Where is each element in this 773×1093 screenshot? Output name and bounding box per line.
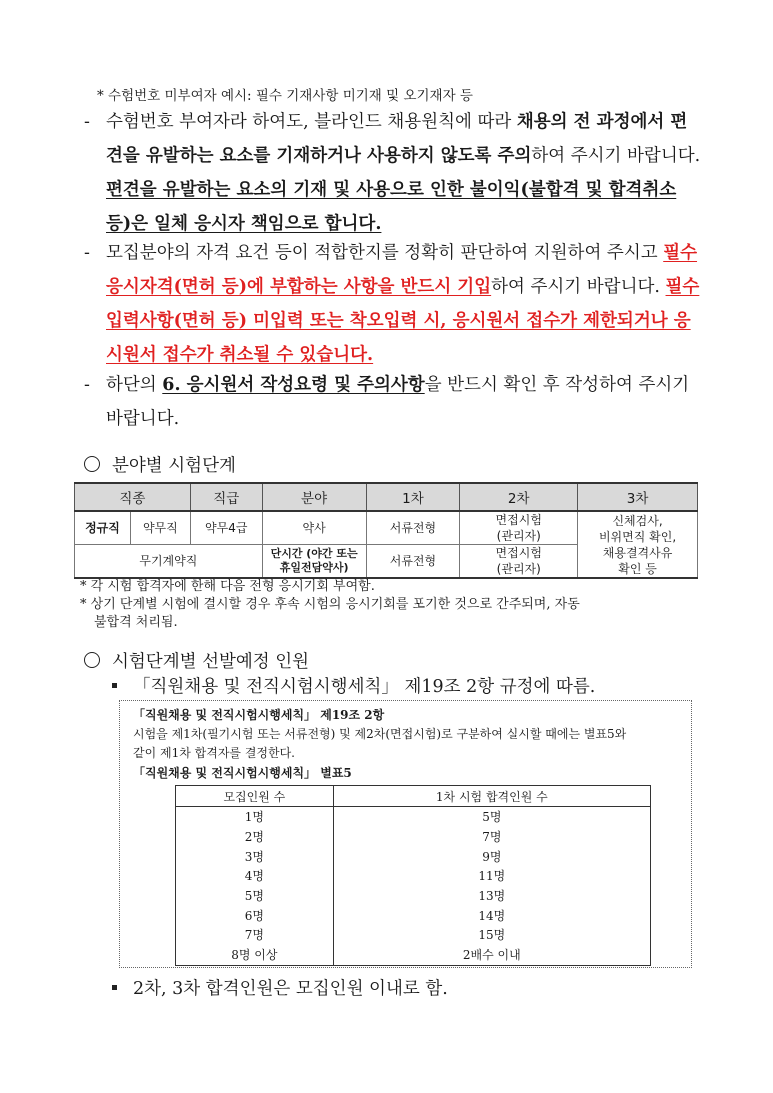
table-cell: 3명: [176, 846, 334, 866]
header-cell: 1차 시험 합격인원 수: [333, 786, 650, 807]
table-cell: 약사: [262, 511, 366, 545]
dash-marker: -: [84, 375, 90, 395]
note-top: * 수험번호 미부여자 예시: 필수 기재사항 미기재 및 오기재자 등: [97, 88, 473, 104]
table-cell: 면접시험 (관리자): [460, 545, 578, 579]
table-cell: 단시간 (야간 또는 휴일전담약사): [262, 545, 366, 579]
table-cell: 서류전형: [366, 511, 460, 545]
bullet-item-regulation: [112, 673, 595, 698]
bullet-item-passing: [112, 975, 448, 1000]
note-line: * 상기 단계별 시험에 결시할 경우 후속 시험의 응시기회를 포기한 것으로 간주되며, 자동: [80, 597, 580, 612]
table-cell: 2명: [176, 827, 334, 847]
p1-text-c: 하여 주시기 바랍니다.: [531, 146, 701, 166]
stage-notes: [80, 578, 710, 632]
table-cell: 면접시험 (관리자): [460, 511, 578, 545]
box-text: 같이 제1차 합격자를 결정한다.: [133, 746, 295, 760]
box-text: 시험을 제1차(필기시험 또는 서류전형) 및 제2차(면접시험)로 구분하여 실시할 때에는 별표5와: [133, 727, 627, 741]
table-row: [176, 925, 651, 945]
table-cell: 14명: [333, 905, 650, 925]
header-cell: 1차: [366, 483, 460, 511]
p3-text-bold: 6. 응시원서 작성요령 및 주의사항: [162, 375, 425, 395]
p1-text-a: 수험번호 부여자라 하여도, 블라인드 채용원칙에 따라: [106, 112, 517, 132]
table-cell: 9명: [333, 846, 650, 866]
p2-text-red-1: 필수응시자격(면허 등)에 부합하는 사항을 반드시 기입: [106, 243, 698, 297]
square-bullet-icon: [112, 683, 117, 688]
table-cell: 서류전형: [366, 545, 460, 579]
table-row: [176, 866, 651, 886]
bullet-text: 「직원채용 및 전직시험시행세칙」 제19조 2항 규정에 따름.: [133, 677, 596, 697]
p1-text-underline: 편견을 유발하는 요소의 기재 및 사용으로 인한 불이익(불합격 및 합격취소 등)은 일체 응시자 책임으로 합니다.: [106, 180, 677, 234]
dash-marker: -: [84, 243, 90, 263]
table-row: [176, 905, 651, 925]
table-cell: 1명: [176, 807, 334, 827]
circle-bullet-icon: [84, 456, 100, 472]
header-cell: 분야: [262, 483, 366, 511]
table-cell-merged: 신체검사, 비위면직 확인, 채용결격사유 확인 등: [578, 511, 698, 578]
table-row: [176, 945, 651, 965]
table-row: [176, 846, 651, 866]
recruit-table: [175, 785, 651, 966]
table-cell: 5명: [333, 807, 650, 827]
table-cell: 15명: [333, 925, 650, 945]
table-cell: 정규직: [75, 511, 131, 545]
table-cell: 5명: [176, 886, 334, 906]
p3-text-a: 하단의: [106, 375, 163, 395]
stage-table-header: [75, 483, 698, 511]
table-cell: 13명: [333, 886, 650, 906]
p2-text-red-2: 필수입력사항(면허 등) 미입력 또는 착오입력 시, 응시원서 접수가 제한되거나 응시원서 접수가 취소될 수 있습니다.: [106, 277, 700, 365]
header-cell: 2차: [460, 483, 578, 511]
table-cell: 11명: [333, 866, 650, 886]
header-cell: 직급: [190, 483, 262, 511]
p2-text-c: 하여 주시기 바랍니다.: [491, 277, 666, 297]
note-line: * 각 시험 합격자에 한해 다음 전형 응시기회 부여함.: [80, 579, 375, 594]
table-cell: 6명: [176, 905, 334, 925]
header-cell: 직종: [75, 483, 191, 511]
paragraph-qualification: [84, 236, 704, 372]
box-heading: 「직원채용 및 전직시험시행세칙」 별표5: [133, 766, 352, 780]
header-cell: 모집인원 수: [176, 786, 334, 807]
table-cell: 7명: [333, 827, 650, 847]
dash-marker: -: [84, 112, 90, 132]
p3-text-c: 을 반드시 확인 후 작성하여 주시기 바랍니다.: [106, 375, 690, 429]
table-row: [176, 886, 651, 906]
section-title-stages: [84, 452, 236, 477]
table-cell: 2배수 이내: [333, 945, 650, 965]
p2-text-a: 모집분야의 자격 요건 등이 적합한지를 정확히 판단하여 지원하여 주시고: [106, 243, 664, 263]
section-title-text: 시험단계별 선발예정 인원: [112, 652, 310, 672]
table-row: [176, 827, 651, 847]
circle-bullet-icon: [84, 652, 100, 668]
bullet-text: 2차, 3차 합격인원은 모집인원 이내로 함.: [133, 979, 448, 999]
table-cell: 무기계약직: [75, 545, 263, 579]
header-cell: 3차: [578, 483, 698, 511]
paragraph-blind-hiring: [84, 105, 704, 241]
table-row: [75, 511, 698, 545]
section-title-text: 분야별 시험단계: [112, 456, 236, 476]
table-cell: 4명: [176, 866, 334, 886]
note-line: 불합격 처리됨.: [94, 615, 178, 630]
box-heading: 「직원채용 및 전직시험시행세칙」 제19조 2항: [133, 708, 385, 722]
table-cell: 약무직: [130, 511, 190, 545]
table-cell: 7명: [176, 925, 334, 945]
table-row: [176, 807, 651, 827]
table-cell: 8명 이상: [176, 945, 334, 965]
square-bullet-icon: [112, 985, 117, 990]
section-title-selection: [84, 648, 309, 673]
table-cell: 약무4급: [190, 511, 262, 545]
stage-table: [74, 482, 698, 579]
regulation-box: [119, 700, 692, 968]
paragraph-instructions: [84, 368, 704, 436]
recruit-table-header: [176, 786, 651, 807]
p1-text-bold: 채용의 전 과정에서 편견을 유발하는 요소를 기재하거나 사용하지 않도록 주의: [106, 112, 688, 166]
